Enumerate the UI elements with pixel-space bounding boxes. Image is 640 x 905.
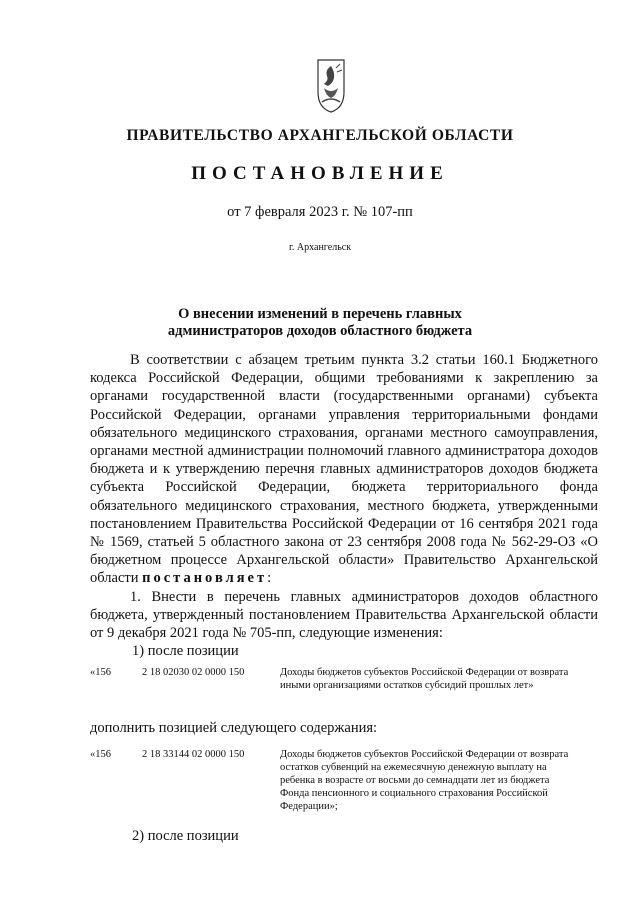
document-date-number: от 7 февраля 2023 г. № 107-пп: [227, 204, 413, 220]
position-code: «156: [90, 749, 111, 760]
subpoint-1: 1) после позиции: [132, 643, 239, 660]
government-name: ПРАВИТЕЛЬСТВО АРХАНГЕЛЬСКОЙ ОБЛАСТИ: [126, 127, 514, 144]
subject-line-1: О внесении изменений в перечень главных: [178, 306, 462, 322]
coat-of-arms-icon: [316, 58, 346, 114]
add-position-text: дополнить позицией следующего содержания:: [90, 720, 378, 736]
document-subject: [0, 306, 640, 340]
position-kbk: 2 18 33144 02 0000 150: [142, 749, 245, 760]
subject-line-2: администраторов доходов областного бюджета: [167, 323, 473, 339]
document-type: ПОСТАНОВЛЕНИЕ: [191, 163, 449, 184]
position-name: Доходы бюджетов субъектов Российской Федерации от возврата иными организациями остатков субсидий прошлых лет»: [280, 667, 569, 691]
subpoint-2-block: [90, 827, 598, 845]
decree-colon: :: [267, 570, 272, 587]
preamble-paragraph: [90, 351, 598, 588]
position-kbk: 2 18 02030 02 0000 150: [142, 667, 245, 678]
subpoint-2: 2) после позиции: [132, 828, 239, 844]
document-body: [90, 351, 598, 660]
preamble-text: В соответствии с абзацем третьим пункта 3.2 статьи 160.1 Бюджетного кодекса Российской Федерации, общими требованиями к закреплению за органами государственной власти (государственными органами) субъекта Российской Федерации, органами управления территориальными фондами обязательного медицинского страхования, органами местного самоуправления, органами местной администрации полномочий главного администратора доходов бюджета и к утверждению перечня главных администраторов доходов бюджета субъекта Российской Федерации, бюджета территориального фонда обязательного медицинского страхования, местного бюджета, утвержденными постановлением Правительства Российской Федерации от 16 сентября 2021 года № 1569, статьей 5 областного закона от 23 сентября 2008 года № 562-29-ОЗ «О бюджетном процессе Архангельской области» Правительство Архангельской области: [90, 352, 598, 587]
position-code: «156: [90, 667, 111, 678]
decree-word: постановляет: [142, 570, 268, 587]
document-city: г. Архангельск: [288, 242, 352, 253]
add-position-block: [90, 719, 598, 737]
position-name: Доходы бюджетов субъектов Российской Федерации от возврата остатков субвенций на ежемесячную денежную выплату на ребенка в возрасте от восьми до семнадцати лет из бюджета Фонда пенсионного и социального страхования Российской Федерации»;: [280, 749, 569, 812]
point-1-paragraph: 1. Внести в перечень главных администраторов доходов областного бюджета, утвержденный постановлением Правительства Архангельской области от 9 декабря 2021 года № 705-пп, следующие изменения:: [90, 588, 598, 642]
